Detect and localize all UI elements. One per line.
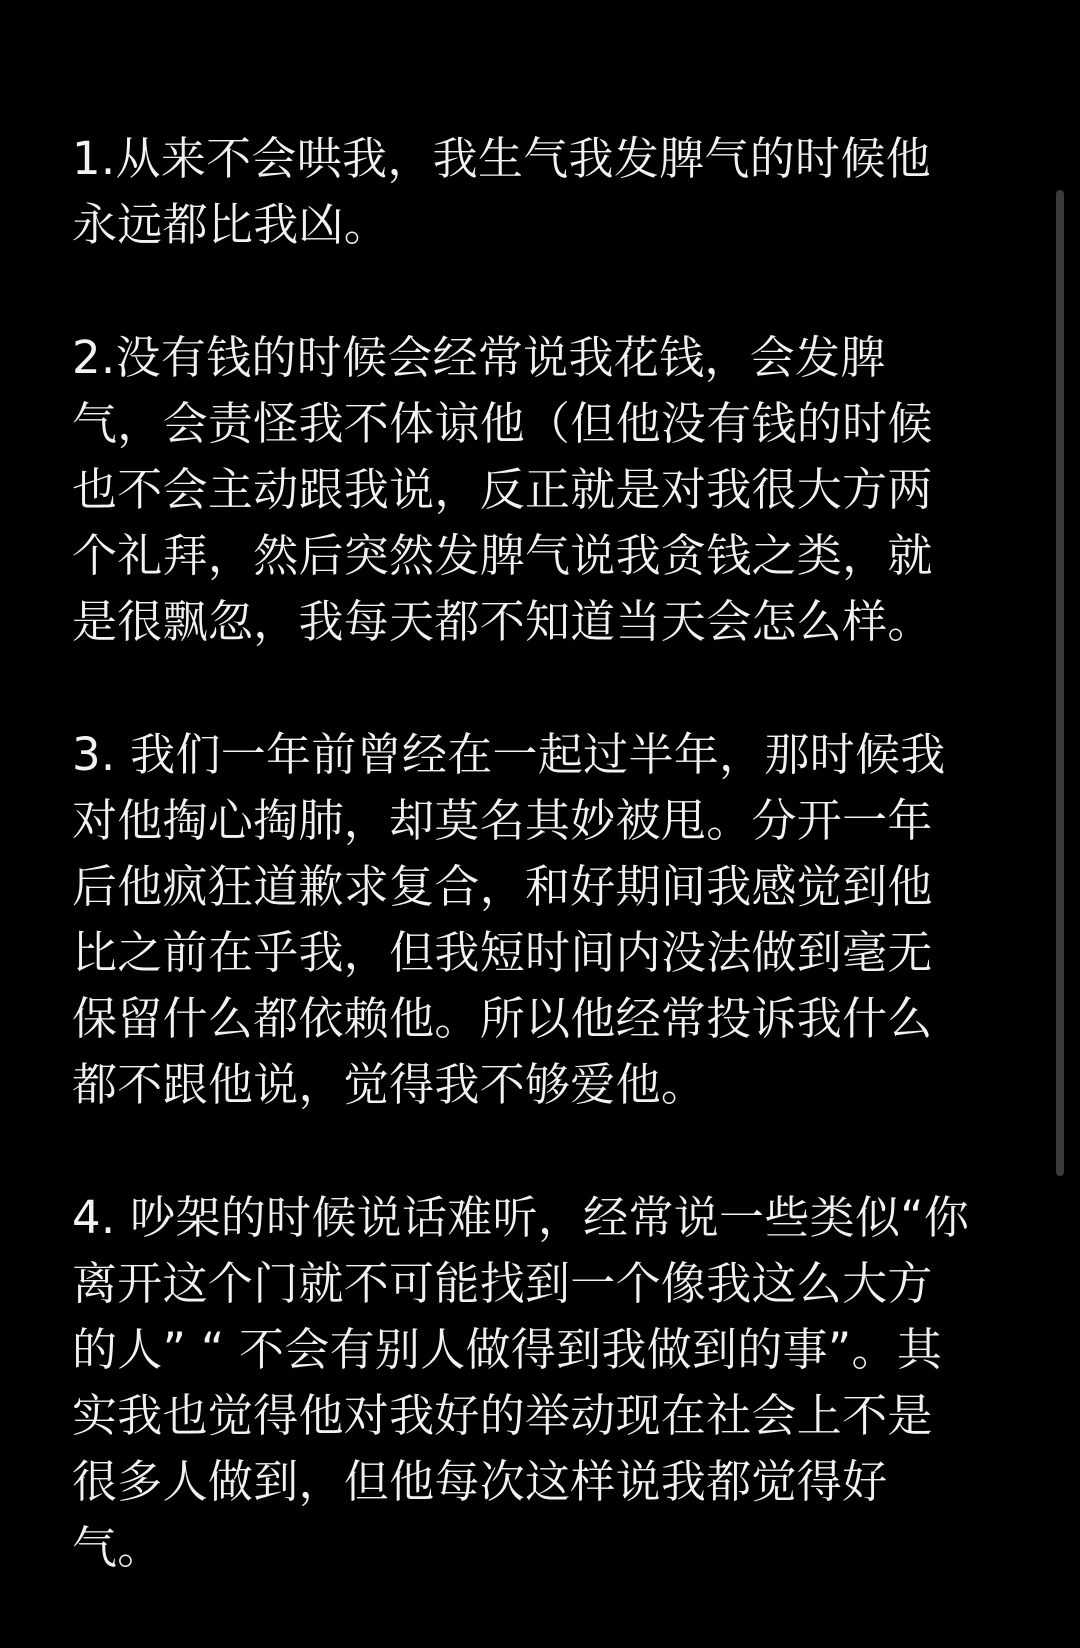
paragraph-2 [72, 325, 1002, 655]
vertical-scrollbar[interactable] [1056, 0, 1066, 1606]
text-line: 2.没有钱的时候会经常说我花钱，会发脾 [72, 331, 886, 384]
text-line: 也不会主动跟我说，反正就是对我很大方两 [72, 463, 933, 516]
text-line: 气，会责怪我不体谅他（但他没有钱的时候 [72, 397, 933, 450]
text-line: 的人” “ 不会有别人做得到我做到的事”。其 [72, 1323, 943, 1376]
paragraph-3 [72, 722, 1002, 1118]
text-line: 实我也觉得他对我好的举动现在社会上不是 [72, 1389, 933, 1442]
text-line: 比之前在乎我，但我短时间内没法做到毫无 [72, 926, 933, 979]
paragraph-4 [72, 1185, 1002, 1581]
text-line: 都不跟他说，觉得我不够爱他。 [72, 1058, 707, 1111]
text-line: 很多人做到，但他每次这样说我都觉得好 [72, 1455, 888, 1508]
text-line: 对他掏心掏肺，却莫名其妙被甩。分开一年 [72, 794, 933, 847]
text-line: 保留什么都依赖他。所以他经常投诉我什么 [72, 992, 933, 1045]
text-line: 离开这个门就不可能找到一个像我这么大方 [72, 1257, 933, 1310]
paragraph-1 [72, 126, 1002, 258]
note-body [72, 126, 1002, 1648]
text-line: 气。 [72, 1521, 163, 1574]
text-line: 个礼拜，然后突然发脾气说我贪钱之类，就 [72, 529, 933, 582]
text-line: 4. 吵架的时候说话难听，经常说一些类似“你 [72, 1191, 970, 1244]
text-line: 后他疯狂道歉求复合，和好期间我感觉到他 [72, 860, 933, 913]
text-line: 3. 我们一年前曾经在一起过半年，那时候我 [72, 728, 946, 781]
text-line: 是很飘忽，我每天都不知道当天会怎么样。 [72, 595, 933, 648]
text-line: 1.从来不会哄我，我生气我发脾气的时候他 [72, 132, 931, 185]
scrollbar-thumb[interactable] [1056, 190, 1064, 1176]
text-line: 永远都比我凶。 [72, 198, 390, 251]
